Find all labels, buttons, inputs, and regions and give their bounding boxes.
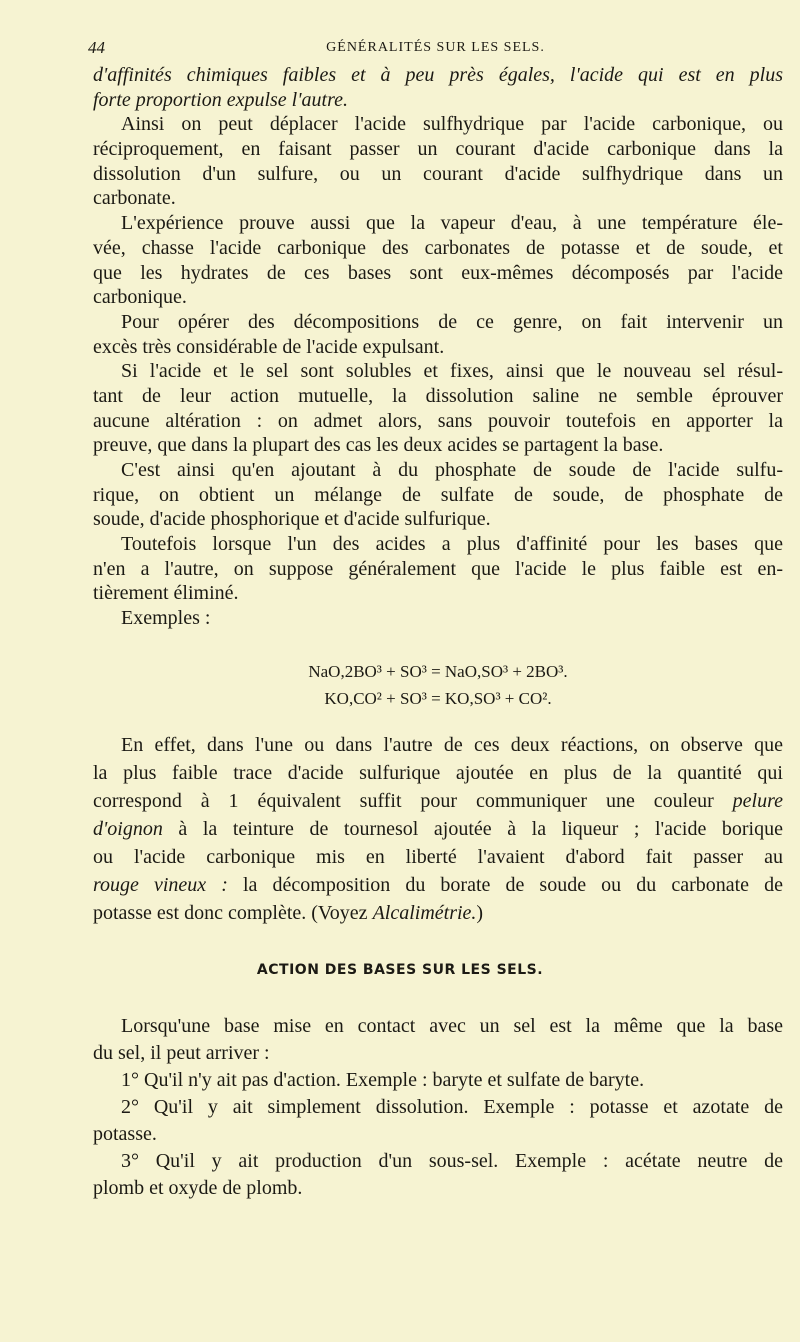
text-line (93, 359, 783, 384)
text-segment: à la teinture de tournesol ajoutée à la liqueur ; l'acide borique (162, 818, 783, 840)
text-segment: ) (476, 902, 484, 924)
text-segment: correspond à 1 équivalent suffit pour communiquer une couleur (93, 790, 733, 812)
text-segment: 3° Qu'il y ait production d'un sous-sel. Exemple : acétate neutre de (121, 1150, 783, 1172)
text-block-lower (93, 1013, 783, 1202)
text-segment: carbonique. (93, 286, 187, 309)
text-line (93, 1013, 783, 1040)
text-segment: Si l'acide et le sel sont solubles et fixes, ainsi que le nouveau sel résul- (121, 360, 783, 383)
running-header (88, 38, 783, 62)
italic-text-segment: rouge vineux : (93, 874, 228, 896)
text-segment: soude, d'acide phosphorique et d'acide sulfurique. (93, 508, 491, 531)
equation-line: NaO,2BO³ + SO³ = NaO,SO³ + 2BO³. (308, 662, 568, 681)
text-line (93, 581, 783, 606)
equation-line: KO,CO² + SO³ = KO,SO³ + CO². (324, 689, 552, 708)
text-segment: plomb et oxyde de plomb. (93, 1177, 303, 1199)
text-line (93, 731, 783, 759)
text-line (93, 606, 783, 631)
text-segment: que les hydrates de ces bases sont eux-mêmes décomposés par l'acide (93, 261, 783, 284)
text-line (93, 409, 783, 434)
text-segment: excès très considérable de l'acide expulsant. (93, 335, 445, 358)
text-segment: réciproquement, en faisant passer un courant d'acide carbonique dans la (93, 138, 783, 161)
text-segment: C'est ainsi qu'en ajoutant à du phosphate de soude de l'acide sulfu- (121, 459, 783, 481)
text-segment: preuve, que dans la plupart des cas les deux acides se partagent la base. (93, 434, 664, 457)
text-line (93, 871, 783, 899)
text-block-middle (93, 731, 783, 927)
text-line (93, 112, 783, 137)
text-segment: du sel, il peut arriver : (93, 1042, 270, 1064)
text-segment: En effet, dans l'une ou dans l'autre de ces deux réactions, on observe que (121, 734, 783, 756)
text-segment: potasse est donc complète. (Voyez (93, 902, 373, 924)
text-line (93, 815, 783, 843)
text-segment: Ainsi on peut déplacer l'acide sulfhydrique par l'acide carbonique, ou (121, 113, 783, 136)
text-segment: Pour opérer des décompositions de ce genre, on fait intervenir un (121, 310, 783, 333)
text-line (93, 843, 783, 871)
text-line (93, 384, 783, 409)
text-line (93, 137, 783, 162)
text-segment: rique, on obtient un mélange de sulfate de soude, de phosphate de (93, 483, 783, 506)
italic-text-segment: d'affinités chimiques faibles et à peu près égales, l'acide qui est en plus (93, 64, 783, 86)
text-line (93, 261, 783, 286)
text-block-upper (93, 63, 783, 631)
text-segment: tièrement éliminé. (93, 582, 239, 605)
text-line (93, 162, 783, 187)
text-line (93, 236, 783, 261)
italic-text-segment: d'oignon (93, 818, 163, 840)
text-line (93, 335, 783, 360)
text-line (93, 63, 783, 88)
text-line (93, 787, 783, 815)
text-line (93, 532, 783, 557)
text-line (93, 433, 783, 458)
text-segment: Lorsqu'une base mise en contact avec un sel est la même que la base (121, 1015, 783, 1037)
text-line (93, 557, 783, 582)
text-segment: 2° Qu'il y ait simplement dissolution. Exemple : potasse et azotate de (121, 1096, 783, 1118)
text-segment: L'expérience prouve aussi que la vapeur d'eau, à une température éle- (121, 212, 783, 235)
text-segment: carbonate. (93, 187, 176, 210)
text-segment: tant de leur action mutuelle, la dissolution saline ne semble éprouver (93, 384, 783, 407)
text-line (93, 186, 783, 211)
text-segment: la décomposition du borate de soude ou du carbonate de (227, 874, 783, 896)
text-segment: n'en a l'autre, on suppose généralement que l'acide le plus faible est en- (93, 557, 783, 580)
text-segment: 1° Qu'il n'y ait pas d'action. Exemple : baryte et sulfate de baryte. (121, 1069, 645, 1091)
text-line (93, 310, 783, 335)
text-line (93, 88, 783, 113)
section-heading: ACTION DES BASES SUR LES SELS. (256, 962, 544, 978)
text-line (93, 483, 783, 508)
text-line (93, 1067, 783, 1094)
italic-text-segment: Alcalimétrie. (372, 902, 477, 924)
text-line (93, 507, 783, 532)
text-segment: Exemples : (121, 607, 211, 630)
text-segment: Toutefois lorsque l'un des acides a plus d'affinité pour les bases que (121, 533, 783, 556)
text-line (93, 1040, 783, 1067)
italic-text-segment: pelure (732, 790, 783, 812)
running-title: GÉNÉRALITÉS SUR LES SELS. (326, 40, 545, 55)
chemical-equations (93, 658, 783, 712)
text-line (93, 1094, 783, 1121)
text-line (93, 1148, 783, 1175)
text-line (93, 1121, 783, 1148)
text-segment: ou l'acide carbonique mis en liberté l'avaient d'abord fait passer au (93, 846, 783, 868)
italic-text-segment: forte proportion expulse l'autre. (93, 88, 348, 111)
page-number: 44 (88, 38, 105, 57)
text-line (93, 759, 783, 787)
text-segment: potasse. (93, 1123, 157, 1145)
text-line (93, 285, 783, 310)
text-segment: vée, chasse l'acide carbonique des carbonates de potasse et de soude, et (93, 236, 783, 259)
text-segment: aucune altération : on admet alors, sans pouvoir toutefois en apporter la (93, 409, 783, 432)
text-segment: dissolution d'un sulfure, ou un courant d'acide sulfhydrique dans un (93, 162, 783, 185)
text-line (93, 458, 783, 483)
text-line (93, 211, 783, 236)
text-line (93, 899, 783, 927)
text-line (93, 1175, 783, 1202)
text-segment: la plus faible trace d'acide sulfurique ajoutée en plus de la quantité qui (93, 762, 783, 784)
